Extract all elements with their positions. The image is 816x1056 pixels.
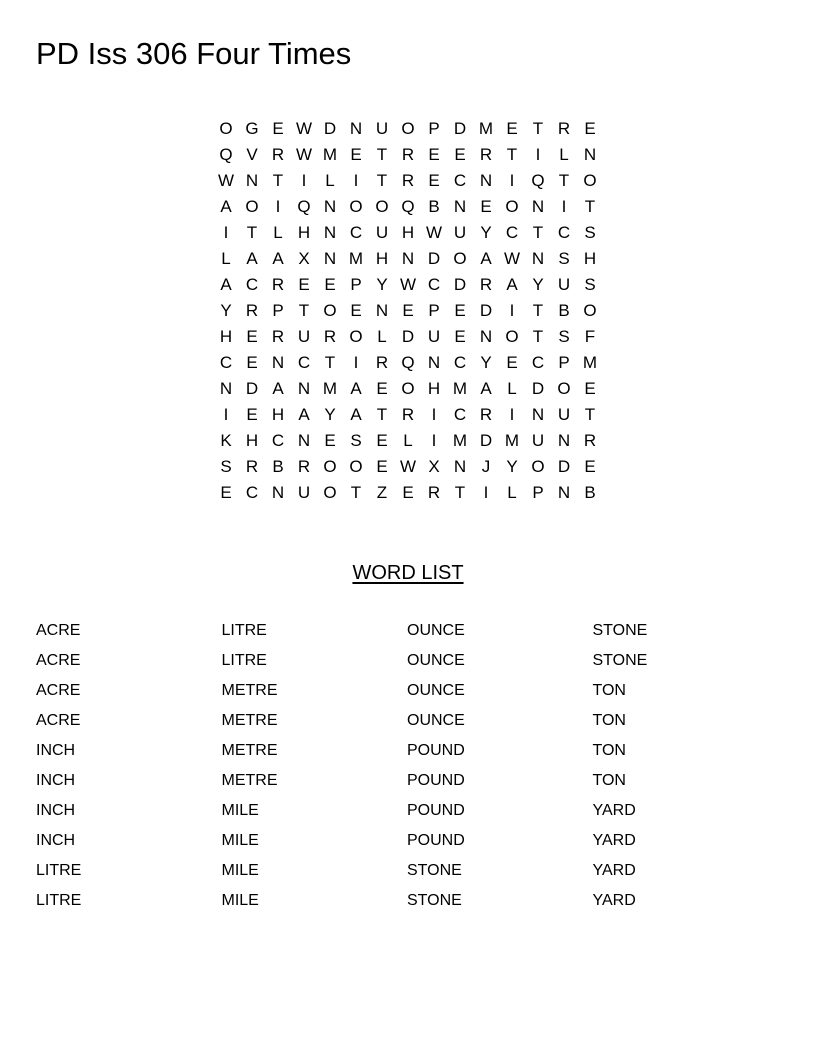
grid-letter: I (223, 405, 229, 424)
grid-letter: J (481, 457, 491, 476)
grid-letter: D (401, 327, 415, 346)
grid-letter: N (479, 327, 493, 346)
grid-letter: Q (531, 171, 545, 190)
word-list-item: ACRE (36, 712, 81, 729)
grid-letter: Z (376, 483, 388, 502)
grid-letter: S (584, 275, 596, 294)
word-list-item: TON (592, 742, 626, 759)
grid-letter: E (376, 379, 388, 398)
grid-letter: E (584, 119, 596, 138)
grid-letter: E (220, 483, 232, 502)
grid-letter: P (428, 301, 440, 320)
word-list-item: POUND (407, 742, 465, 759)
grid-letter: D (245, 379, 259, 398)
grid-letter: U (427, 327, 441, 346)
grid-letter: U (453, 223, 467, 242)
word-list-item: TON (592, 712, 626, 729)
word-list-item: YARD (592, 802, 636, 819)
grid-letter: O (401, 379, 415, 398)
grid-letter: R (479, 145, 493, 164)
grid-letter: E (350, 301, 362, 320)
grid-letter: W (503, 249, 521, 268)
grid-letter: T (532, 301, 544, 320)
grid-letter: E (584, 457, 596, 476)
grid-letter: Y (480, 353, 492, 372)
grid-letter: U (297, 483, 311, 502)
grid-letter: H (219, 327, 233, 346)
grid-letter: T (506, 145, 518, 164)
grid-letter: N (375, 301, 389, 320)
grid-letter: R (375, 353, 389, 372)
grid-letter: D (323, 119, 337, 138)
word-list-item: STONE (592, 652, 648, 669)
word-list-item: ACRE (36, 682, 81, 699)
word-list-item: MILE (221, 832, 259, 849)
grid-letter: I (431, 431, 437, 450)
grid-letter: T (584, 197, 596, 216)
grid-letter: K (220, 431, 232, 450)
grid-letter: H (375, 249, 389, 268)
grid-letter: T (376, 145, 388, 164)
word-list-item: ACRE (36, 622, 81, 639)
word-list-item: TON (592, 772, 626, 789)
grid-letter: M (452, 431, 468, 450)
grid-letter: E (246, 327, 258, 346)
grid-letter: L (507, 483, 517, 502)
grid-letter: N (453, 457, 467, 476)
grid-letter: T (246, 223, 258, 242)
word-list-item: ACRE (36, 652, 81, 669)
word-list-heading (0, 560, 816, 586)
word-list-item: STONE (407, 862, 462, 879)
grid-letter: O (323, 457, 337, 476)
grid-letter: H (271, 405, 285, 424)
grid-letter: A (246, 249, 258, 268)
grid-letter: E (402, 483, 414, 502)
word-list-item: MILE (221, 802, 259, 819)
word-list-item: STONE (407, 892, 462, 909)
grid-letter: L (221, 249, 231, 268)
grid-letter: D (479, 301, 493, 320)
grid-letter: E (350, 145, 362, 164)
grid-letter: R (583, 431, 597, 450)
grid-letter: O (505, 327, 519, 346)
grid-letter: W (399, 275, 417, 294)
grid-letter: R (401, 145, 415, 164)
grid-letter: O (531, 457, 545, 476)
grid-letter: E (584, 379, 596, 398)
grid-letter: R (297, 457, 311, 476)
grid-letter: W (425, 223, 443, 242)
grid-letter: A (350, 405, 362, 424)
grid-letter: D (557, 457, 571, 476)
grid-letter: A (350, 379, 362, 398)
grid-letter: T (558, 171, 570, 190)
grid-letter: P (350, 275, 362, 294)
grid-letter: M (322, 379, 338, 398)
grid-letter: P (558, 353, 570, 372)
word-list-item: INCH (36, 802, 76, 819)
grid-letter: C (297, 353, 311, 372)
word-list-item: YARD (592, 862, 636, 879)
grid-letter: H (245, 431, 259, 450)
grid-letter: C (245, 275, 259, 294)
grid-letter: N (323, 197, 337, 216)
grid-letter: P (272, 301, 284, 320)
grid-letter: N (583, 145, 597, 164)
grid-letter: U (531, 431, 545, 450)
grid-letter: N (349, 119, 363, 138)
grid-letter: O (219, 119, 233, 138)
grid-letter: L (507, 379, 517, 398)
grid-letter: G (245, 119, 259, 138)
word-list-item: POUND (407, 772, 465, 789)
grid-letter: P (428, 119, 440, 138)
grid-letter: A (506, 275, 518, 294)
grid-letter: O (401, 119, 415, 138)
grid-letter: O (505, 197, 519, 216)
grid-letter: I (509, 171, 515, 190)
word-list-item: METRE (221, 712, 278, 729)
grid-letter: S (584, 223, 596, 242)
grid-letter: U (375, 223, 389, 242)
word-list-item: YARD (592, 892, 636, 909)
grid-letter: N (297, 431, 311, 450)
grid-letter: R (271, 275, 285, 294)
grid-letter: B (428, 197, 440, 216)
grid-letter: O (453, 249, 467, 268)
word-list-item: OUNCE (407, 682, 465, 699)
grid-letter: C (453, 405, 467, 424)
grid-letter: Q (297, 197, 311, 216)
word-list (36, 616, 778, 916)
grid-letter: Y (376, 275, 388, 294)
grid-letter: S (558, 249, 570, 268)
word-list-item: LITRE (36, 892, 82, 909)
grid-letter: I (509, 301, 515, 320)
word-list-item: OUNCE (407, 712, 465, 729)
grid-letter: B (584, 483, 596, 502)
grid-letter: O (583, 171, 597, 190)
grid-letter: R (427, 483, 441, 502)
grid-letter: A (298, 405, 310, 424)
grid-letter: C (349, 223, 363, 242)
grid-letter: N (557, 431, 571, 450)
grid-letter: C (557, 223, 571, 242)
grid-letter: I (561, 197, 567, 216)
grid-letter: T (532, 223, 544, 242)
word-list-item: POUND (407, 802, 465, 819)
grid-letter: W (399, 457, 417, 476)
grid-letter: N (323, 223, 337, 242)
grid-letter: O (323, 483, 337, 502)
grid-letter: N (427, 353, 441, 372)
grid-letter: I (431, 405, 437, 424)
grid-letter: C (505, 223, 519, 242)
grid-letter: R (401, 405, 415, 424)
grid-letter: Q (401, 197, 415, 216)
word-list-item: OUNCE (407, 622, 465, 639)
grid-letter: I (275, 197, 281, 216)
grid-letter: C (427, 275, 441, 294)
grid-letter: Y (532, 275, 544, 294)
grid-letter: D (479, 431, 493, 450)
grid-letter: N (531, 405, 545, 424)
grid-letter: E (506, 353, 518, 372)
grid-letter: N (219, 379, 233, 398)
grid-letter: H (297, 223, 311, 242)
grid-letter: T (376, 405, 388, 424)
grid-letter: R (479, 405, 493, 424)
grid-letter: O (349, 327, 363, 346)
grid-letter: Y (220, 301, 232, 320)
grid-letter: N (271, 353, 285, 372)
grid-letter: V (246, 145, 258, 164)
word-list-item: LITRE (221, 622, 267, 639)
grid-letter: H (427, 379, 441, 398)
word-list-item: POUND (407, 832, 465, 849)
grid-letter: N (479, 171, 493, 190)
grid-letter: B (558, 301, 570, 320)
grid-letter: E (454, 301, 466, 320)
word-list-item: INCH (36, 742, 76, 759)
grid-letter: N (245, 171, 259, 190)
grid-letter: U (557, 405, 571, 424)
grid-letter: T (272, 171, 284, 190)
grid-letter: T (532, 327, 544, 346)
grid-letter: F (584, 327, 596, 346)
grid-letter: R (479, 275, 493, 294)
grid-letter: N (557, 483, 571, 502)
grid-letter: I (483, 483, 489, 502)
grid-letter: S (220, 457, 232, 476)
grid-letter: N (401, 249, 415, 268)
grid-letter: C (453, 353, 467, 372)
grid-letter: N (323, 249, 337, 268)
page-title: PD Iss 306 Four Times (36, 36, 352, 71)
word-list-item: TON (592, 682, 626, 699)
grid-letter: E (376, 457, 388, 476)
word-list-item: MILE (221, 862, 259, 879)
grid-letter: A (480, 379, 492, 398)
word-list-item: LITRE (36, 862, 82, 879)
grid-letter: A (480, 249, 492, 268)
grid-letter: R (271, 145, 285, 164)
grid-letter: N (531, 197, 545, 216)
word-list-item: INCH (36, 772, 76, 789)
grid-letter: O (349, 197, 363, 216)
grid-letter: T (350, 483, 362, 502)
word-list-item: STONE (592, 622, 648, 639)
grid-letter: D (531, 379, 545, 398)
grid-letter: N (453, 197, 467, 216)
grid-letter: E (298, 275, 310, 294)
grid-letter: Q (219, 145, 233, 164)
word-list-heading-text: WORD LIST (352, 562, 464, 584)
grid-letter: O (245, 197, 259, 216)
grid-letter: W (295, 145, 313, 164)
grid-letter: H (583, 249, 597, 268)
grid-letter: U (375, 119, 389, 138)
grid-letter: M (348, 249, 364, 268)
word-list-item: MILE (221, 892, 259, 909)
grid-letter: T (454, 483, 466, 502)
word-search-grid (213, 116, 603, 506)
grid-letter: R (401, 171, 415, 190)
grid-letter: T (584, 405, 596, 424)
grid-letter: M (504, 431, 520, 450)
grid-letter: E (246, 405, 258, 424)
grid-letter: I (353, 353, 359, 372)
grid-letter: M (478, 119, 494, 138)
grid-letter: T (298, 301, 310, 320)
grid-letter: M (322, 145, 338, 164)
word-list-item: OUNCE (407, 652, 465, 669)
grid-letter: C (271, 431, 285, 450)
word-list-item: METRE (221, 772, 278, 789)
grid-letter: M (452, 379, 468, 398)
grid-letter: A (220, 197, 232, 216)
grid-letter: L (377, 327, 387, 346)
grid-letter: L (403, 431, 413, 450)
grid-letter: O (583, 301, 597, 320)
grid-letter: M (582, 353, 598, 372)
grid-letter: O (375, 197, 389, 216)
grid-letter: P (532, 483, 544, 502)
grid-letter: Q (401, 353, 415, 372)
grid-letter: R (245, 301, 259, 320)
word-list-item: INCH (36, 832, 76, 849)
grid-letter: D (453, 119, 467, 138)
grid-letter: T (324, 353, 336, 372)
grid-letter: C (245, 483, 259, 502)
grid-letter: A (272, 379, 284, 398)
grid-letter: I (301, 171, 307, 190)
grid-letter: L (325, 171, 335, 190)
grid-letter: N (271, 483, 285, 502)
grid-letter: Y (480, 223, 492, 242)
grid-letter: B (272, 457, 284, 476)
word-list-item: METRE (221, 742, 278, 759)
grid-letter: O (323, 301, 337, 320)
grid-letter: R (245, 457, 259, 476)
grid-letter: I (535, 145, 541, 164)
grid-letter: C (219, 353, 233, 372)
grid-letter: E (376, 431, 388, 450)
grid-letter: E (454, 145, 466, 164)
grid-letter: Y (324, 405, 336, 424)
grid-letter: E (506, 119, 518, 138)
grid-letter: N (531, 249, 545, 268)
grid-letter: E (428, 145, 440, 164)
word-list-item: YARD (592, 832, 636, 849)
grid-letter: C (531, 353, 545, 372)
grid-letter: O (349, 457, 363, 476)
grid-letter: A (272, 249, 284, 268)
grid-letter: H (401, 223, 415, 242)
grid-letter: I (509, 405, 515, 424)
grid-letter: O (557, 379, 571, 398)
grid-letter: E (272, 119, 284, 138)
grid-letter: S (558, 327, 570, 346)
grid-letter: W (217, 171, 235, 190)
grid-letter: I (353, 171, 359, 190)
grid-letter: I (223, 223, 229, 242)
grid-letter: L (273, 223, 283, 242)
grid-letter: N (297, 379, 311, 398)
grid-letter: E (480, 197, 492, 216)
grid-letter: W (295, 119, 313, 138)
grid-letter: L (559, 145, 569, 164)
grid-letter: U (297, 327, 311, 346)
grid-letter: R (557, 119, 571, 138)
grid-letter: E (246, 353, 258, 372)
grid-letter: E (428, 171, 440, 190)
grid-letter: X (428, 457, 440, 476)
grid-letter: A (220, 275, 232, 294)
grid-letter: D (427, 249, 441, 268)
word-list-item: LITRE (221, 652, 267, 669)
grid-letter: E (402, 301, 414, 320)
grid-letter: E (454, 327, 466, 346)
grid-letter: D (453, 275, 467, 294)
grid-letter: X (298, 249, 310, 268)
grid-letter: E (324, 431, 336, 450)
grid-letter: E (324, 275, 336, 294)
grid-letter: S (350, 431, 362, 450)
grid-letter: U (557, 275, 571, 294)
grid-letter: T (376, 171, 388, 190)
grid-letter: R (323, 327, 337, 346)
grid-letter: T (532, 119, 544, 138)
grid-letter: R (271, 327, 285, 346)
grid-letter: C (453, 171, 467, 190)
grid-letter: Y (506, 457, 518, 476)
word-list-item: METRE (221, 682, 278, 699)
